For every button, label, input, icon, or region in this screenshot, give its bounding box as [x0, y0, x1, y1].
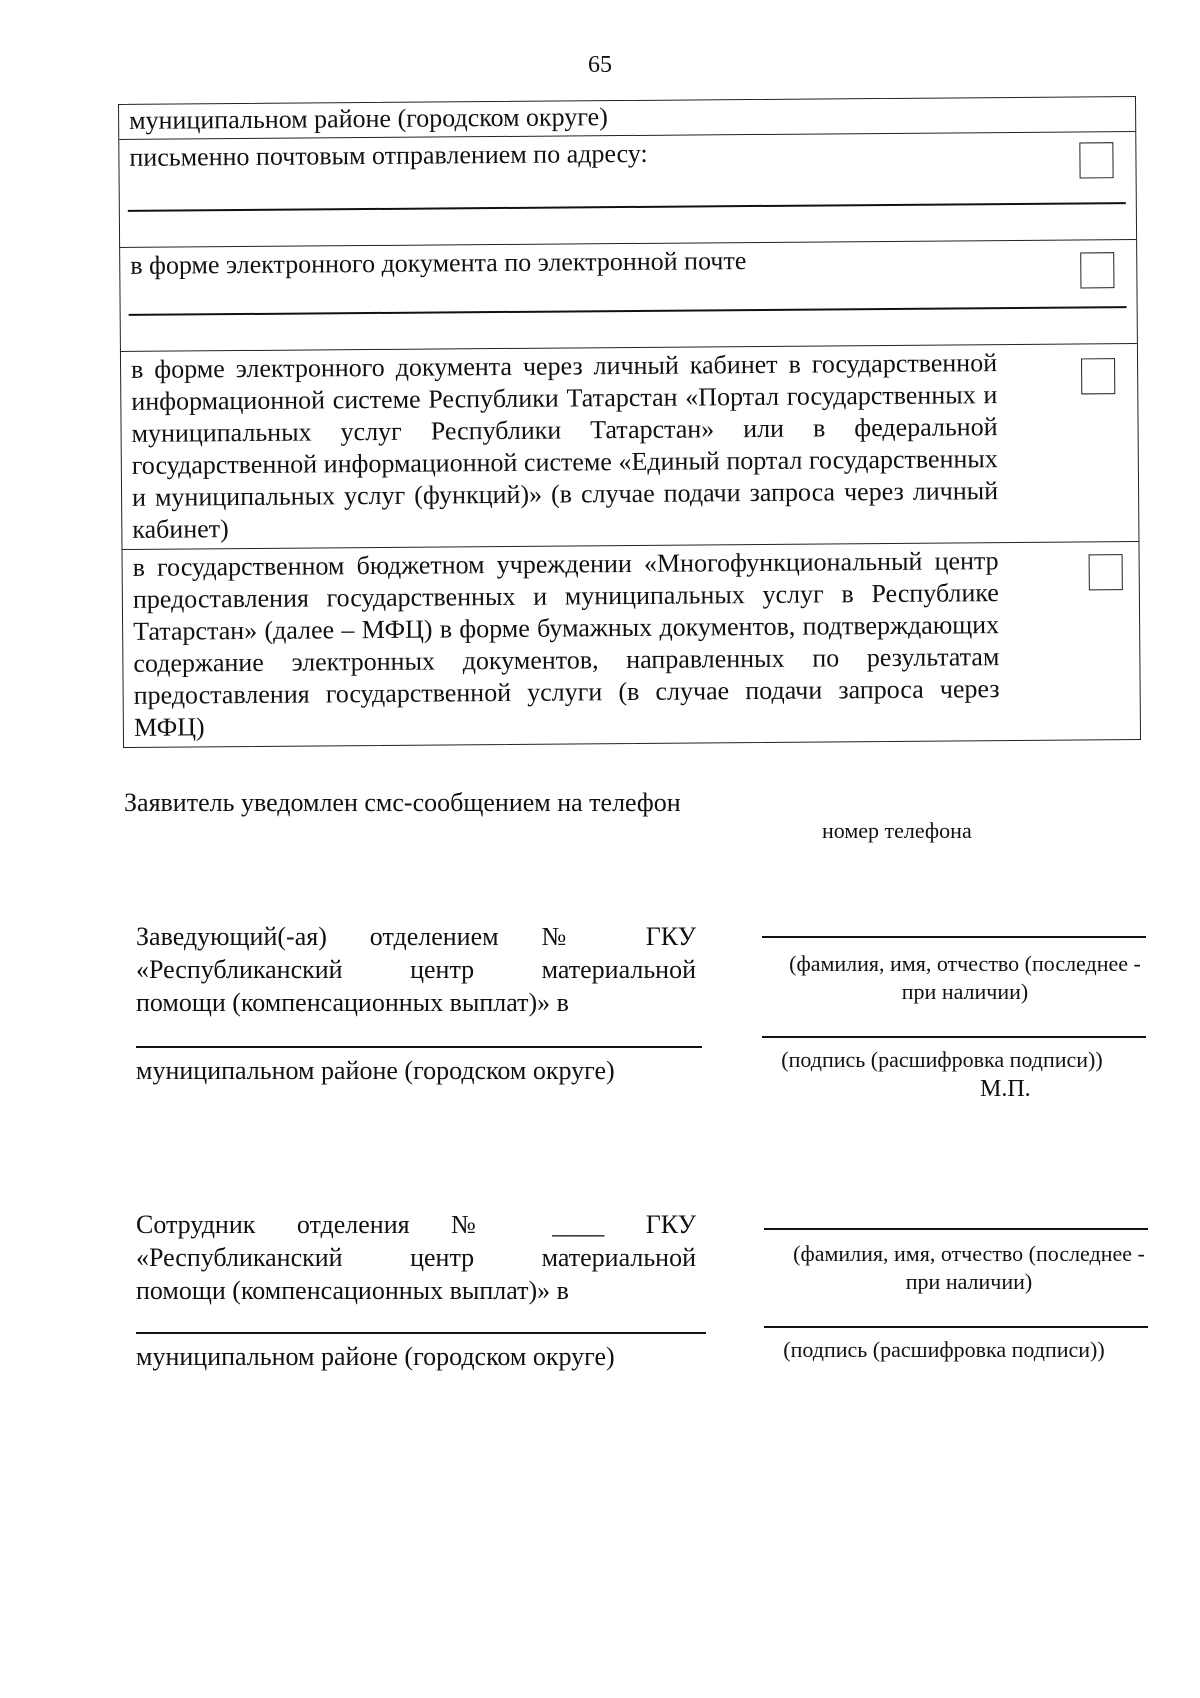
head-name-line[interactable]: [762, 936, 1146, 938]
name-caption-line-2: при наличии): [905, 1269, 1033, 1294]
staff-name-caption: [764, 1240, 1174, 1296]
head-line-1: Заведующий(-ая) отделением № ГКУ: [136, 922, 696, 951]
name-caption-line-2: при наличии): [901, 979, 1029, 1004]
staff-org-caption: муниципальном районе (городском округе): [136, 1342, 615, 1371]
head-line-2: «Республиканский центр материальной: [136, 955, 696, 984]
table-row-post: [119, 131, 1136, 247]
sms-notification-text: Заявитель уведомлен смс-сообщением на телефон: [124, 788, 681, 817]
staff-position-text: [136, 1208, 696, 1307]
head-org-line[interactable]: [136, 1046, 702, 1048]
email-checkbox[interactable]: [1080, 252, 1114, 288]
staff-line-3: помощи (компенсационных выплат)» в: [136, 1276, 569, 1305]
row-text: в форме электронного документа по электронной почте: [130, 246, 747, 280]
phone-number-caption: номер телефона: [822, 818, 972, 843]
page-number: 65: [588, 52, 612, 78]
head-position-text: [136, 920, 696, 1019]
portal-checkbox[interactable]: [1081, 358, 1115, 394]
table-row-mfc: [122, 541, 1140, 747]
stamp-mark: М.П.: [980, 1076, 1031, 1102]
head-name-caption: [760, 950, 1170, 1006]
email-fill-line[interactable]: [129, 306, 1127, 316]
staff-signature-line[interactable]: [764, 1326, 1148, 1328]
address-fill-line[interactable]: [128, 202, 1126, 212]
staff-org-line[interactable]: [136, 1332, 706, 1334]
staff-signature-caption: (подпись (расшифровка подписи)): [783, 1337, 1105, 1362]
staff-line-2: «Республиканский центр материальной: [136, 1243, 696, 1272]
name-caption-line-1: (фамилия, имя, отчество (последнее -: [789, 951, 1141, 976]
row-text: в форме электронного документа через личный кабинет в государственной информационной системе Республики Татарстан «Портал государственных и муниципальных услуг Республики Татарстан» или в федеральной государственной информационной системе «Единый портал государственных и муниципальных услуг (функций)» (в случае подачи запроса через личный кабинет): [130, 348, 999, 544]
head-signature-caption: (подпись (расшифровка подписи)): [781, 1047, 1103, 1072]
staff-line-1: Сотрудник отделения № ____ ГКУ: [136, 1210, 696, 1239]
row-text: письменно почтовым отправлением по адресу:: [129, 138, 648, 172]
delivery-options-table: [118, 96, 1141, 748]
name-caption-line-1: (фамилия, имя, отчество (последнее -: [793, 1241, 1145, 1266]
table-row-portal: [121, 343, 1139, 549]
head-org-caption: муниципальном районе (городском округе): [136, 1056, 615, 1085]
table-row-email: [120, 239, 1137, 351]
head-line-3: помощи (компенсационных выплат)» в: [136, 988, 569, 1017]
row-text: в государственном бюджетном учреждении «Многофункциональный центр предоставления государственных и муниципальных услуг в Республике Татарстан» (далее – МФЦ) в форме бумажных документов, подтверждающих содержание электронных документов, направленных по результатам предоставления государственной услуги (в случае подачи запроса через МФЦ): [132, 546, 1000, 742]
row-text: муниципальном районе (городском округе): [129, 102, 608, 135]
head-signature-line[interactable]: [762, 1036, 1146, 1038]
staff-name-line[interactable]: [764, 1228, 1148, 1230]
mfc-checkbox[interactable]: [1089, 554, 1123, 590]
post-checkbox[interactable]: [1079, 142, 1113, 178]
